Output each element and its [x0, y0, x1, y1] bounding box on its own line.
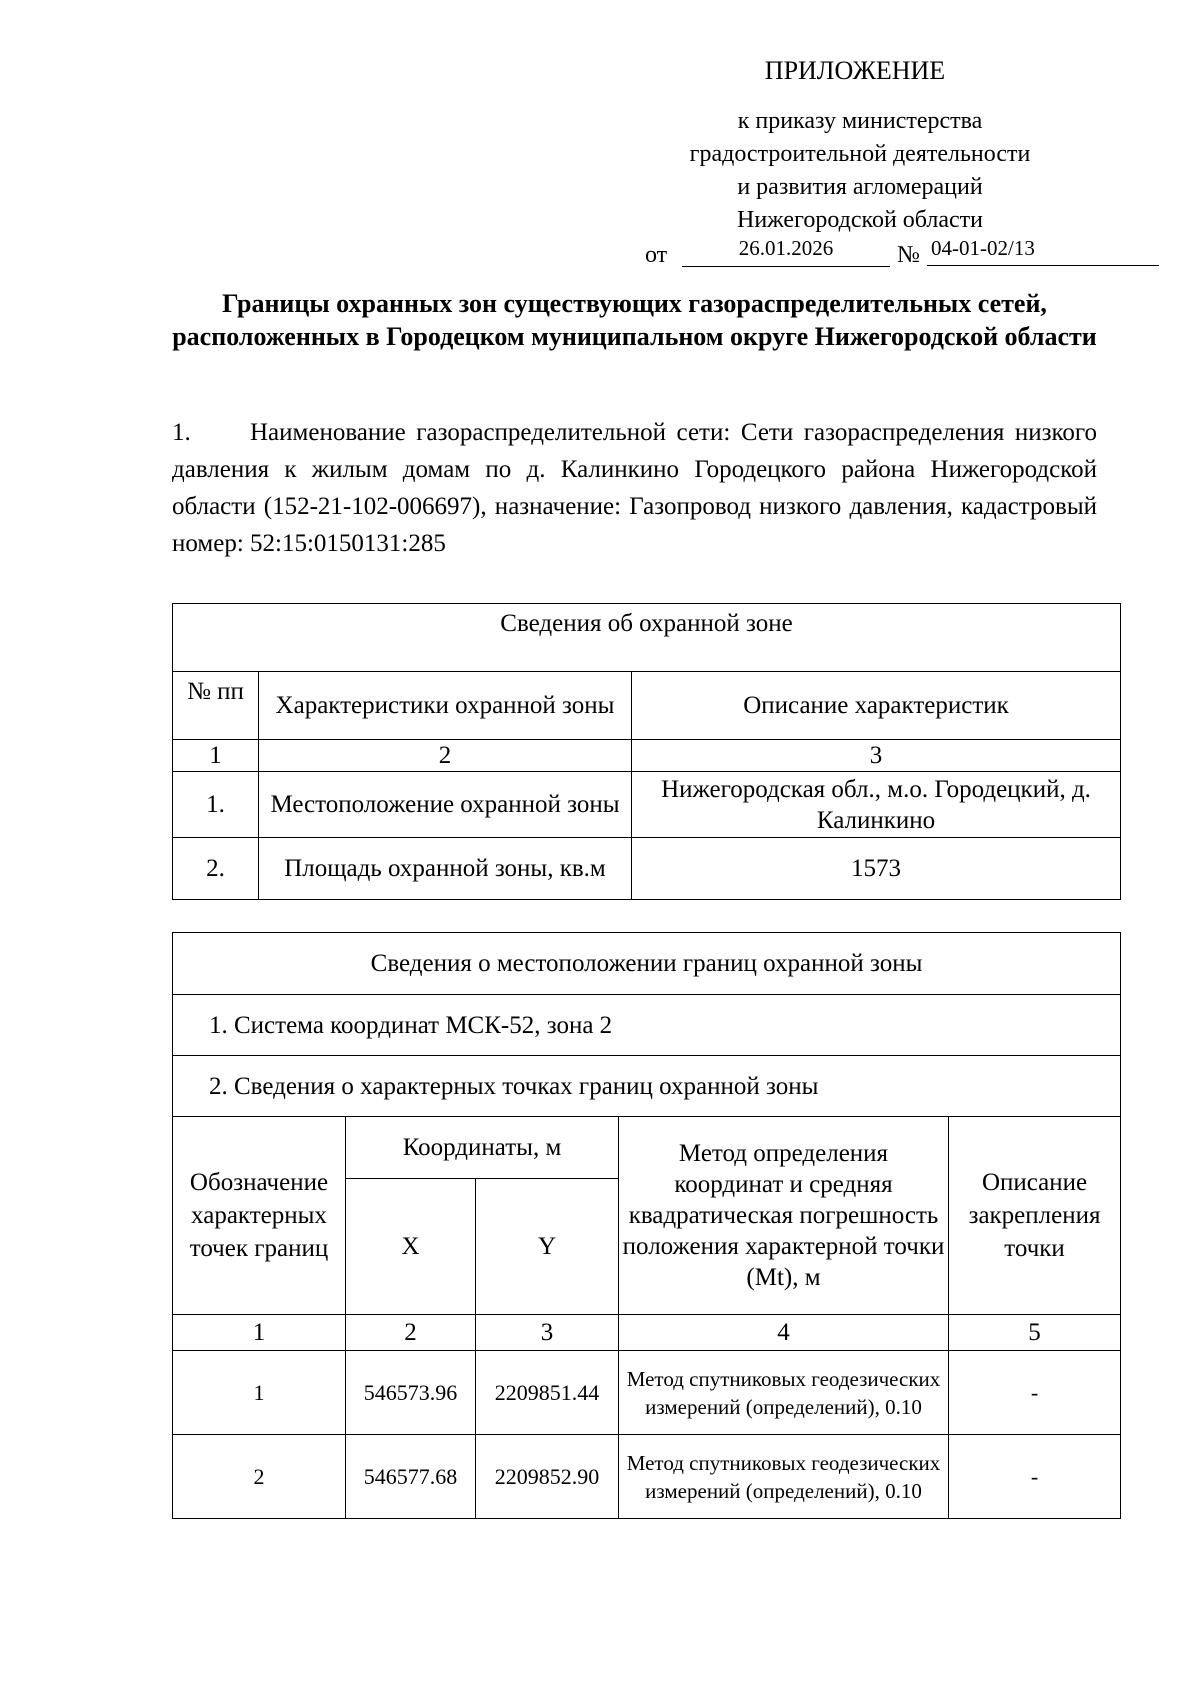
number-label: №	[897, 242, 920, 268]
bounds-table-caption: Сведения о местоположении границ охранной зоны	[173, 933, 1121, 995]
row-characteristic: Площадь охранной зоны, кв.м	[259, 838, 632, 900]
col-number: 3	[632, 740, 1121, 772]
row-value: Нижегородская обл., м.о. Городецкий, д. Калинкино	[632, 772, 1121, 838]
point-y: 2209852.90	[476, 1435, 619, 1519]
point-method: Метод спутниковых геодезических измерений (определений), 0.10	[619, 1351, 949, 1435]
row-characteristic: Местоположение охранной зоны	[259, 772, 632, 838]
point-fixing: -	[949, 1351, 1121, 1435]
col-number: 5	[949, 1315, 1121, 1351]
header-x: X	[346, 1179, 476, 1315]
col-number: 1	[173, 740, 259, 772]
row-index: 2.	[173, 838, 259, 900]
network-description	[172, 414, 1097, 562]
header-fixing: Описание закрепления точки	[949, 1117, 1121, 1315]
document-title: Границы охранных зон существующих газораспределительных сетей, расположенных в Городецком муниципальном округе Нижегородской области	[172, 289, 1097, 351]
point-method: Метод спутниковых геодезических измерений (определений), 0.10	[619, 1435, 949, 1519]
header-designation: Обозначение характерных точек границ	[173, 1117, 346, 1315]
appendix-line-3: и развития агломераций	[737, 174, 983, 200]
boundary-points-table	[172, 932, 1121, 1519]
table-row	[173, 1351, 1121, 1435]
appendix-line-2: градостроительной деятельности	[689, 141, 1031, 167]
point-fixing: -	[949, 1435, 1121, 1519]
header-y: Y	[476, 1179, 619, 1315]
point-x: 546577.68	[346, 1435, 476, 1519]
header-method: Метод определения координат и средняя квадратическая погрешность положения характерной точки (Mt), м	[619, 1117, 949, 1315]
appendix-title: ПРИЛОЖЕНИЕ	[764, 56, 946, 85]
order-reference	[645, 236, 1120, 270]
order-number: 04-01-02/13	[927, 236, 1159, 266]
table-row	[173, 838, 1121, 900]
date-label: от	[645, 242, 668, 268]
appendix-line-4: Нижегородской области	[736, 207, 984, 233]
header-description: Описание характеристик	[632, 672, 1121, 740]
point-x: 546573.96	[346, 1351, 476, 1435]
header-characteristic: Характеристики охранной зоны	[259, 672, 632, 740]
table-row	[173, 1435, 1121, 1519]
zone-info-table	[172, 603, 1121, 900]
section-text: Наименование газораспределительной сети: Сети газораспределения низкого давления к жилым домам по д. Калинкино Городецкого района Нижегородской области (152-21-102-006697), назначение: Газопровод низкого давления, кадастровый номер: 52:15:0150131:285	[172, 419, 1097, 557]
col-number: 2	[346, 1315, 476, 1351]
zone-table-caption: Сведения об охранной зоне	[173, 604, 1121, 672]
coordinate-system: 1. Система координат МСК-52, зона 2	[173, 995, 1121, 1056]
col-number: 3	[476, 1315, 619, 1351]
col-number: 4	[619, 1315, 949, 1351]
section-number: 1.	[172, 419, 191, 446]
points-caption: 2. Сведения о характерных точках границ охранной зоны	[173, 1056, 1121, 1117]
point-id: 1	[173, 1351, 346, 1435]
table-row	[173, 772, 1121, 838]
header-coordinates: Координаты, м	[346, 1117, 619, 1179]
order-date: 26.01.2026	[682, 236, 890, 267]
point-id: 2	[173, 1435, 346, 1519]
col-number: 2	[259, 740, 632, 772]
row-index: 1.	[173, 772, 259, 838]
col-number: 1	[173, 1315, 346, 1351]
header-index: № пп	[173, 672, 259, 740]
row-value: 1573	[632, 838, 1121, 900]
appendix-line-1: к приказу министерства	[737, 108, 983, 134]
point-y: 2209851.44	[476, 1351, 619, 1435]
